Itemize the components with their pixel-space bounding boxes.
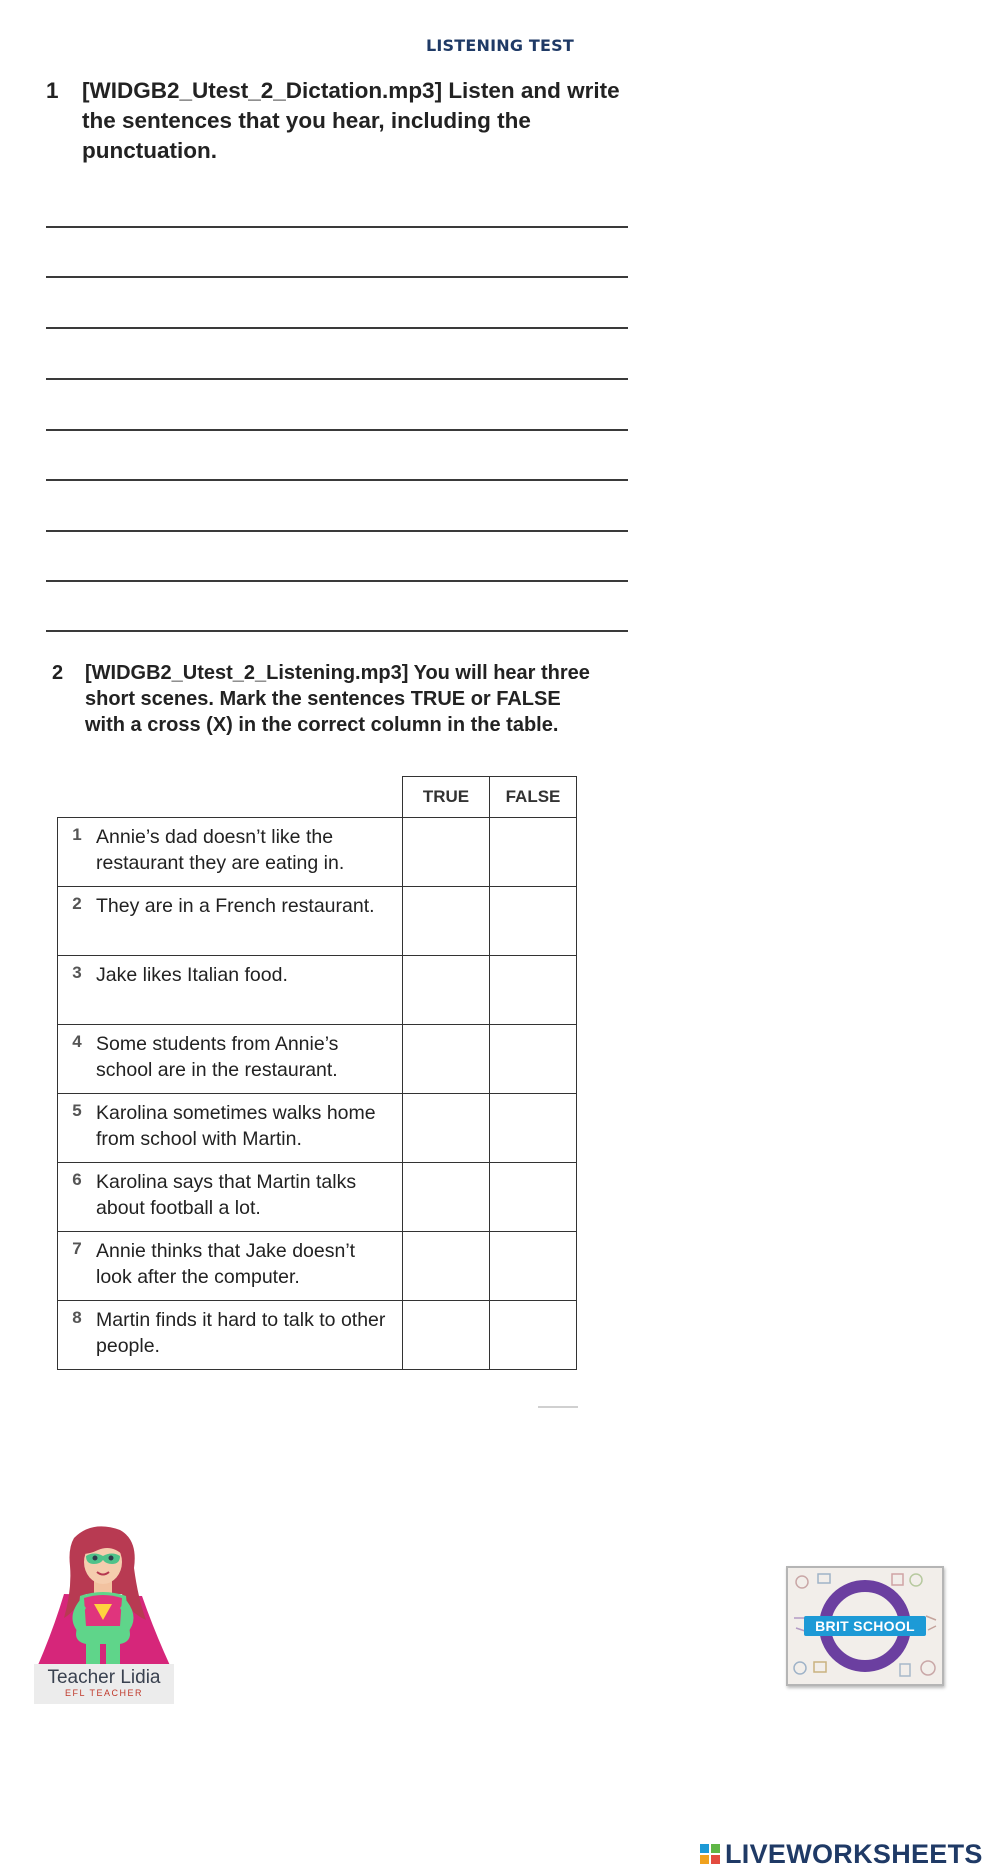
statement-number: 8 (72, 1308, 82, 1327)
statement-number: 4 (72, 1032, 82, 1051)
statement-text: Karolina says that Martin talks about football a lot. (96, 1171, 357, 1219)
true-cell[interactable] (403, 818, 490, 887)
statement-row (58, 1025, 577, 1094)
statement-number: 1 (72, 825, 82, 844)
statement-row (58, 818, 577, 887)
statement-cell (58, 1301, 403, 1370)
statement-text: They are in a French restaurant. (96, 895, 375, 917)
true-answer-input[interactable] (409, 1176, 483, 1218)
true-cell[interactable] (403, 1232, 490, 1301)
statement-number: 2 (72, 894, 82, 913)
true-cell[interactable] (403, 1163, 490, 1232)
true-answer-input[interactable] (409, 1245, 483, 1287)
statement-row (58, 887, 577, 956)
brit-school-logo (786, 1566, 944, 1686)
liveworksheets-brand (700, 1840, 983, 1868)
liveworksheets-logo-icon (700, 1844, 720, 1864)
statement-row (58, 1094, 577, 1163)
divider (538, 1406, 578, 1408)
statement-cell (58, 887, 403, 956)
statement-cell (58, 818, 403, 887)
question-prompt: [WIDGB2_Utest_2_Listening.mp3] You will hear three short scenes. Mark the sentences TRUE or FALSE with a cross (X) in the correct column in the table. (85, 662, 590, 736)
false-column-header: FALSE (490, 777, 577, 818)
statement-text: Jake likes Italian food. (96, 964, 288, 986)
page-title: LISTENING TEST (425, 36, 575, 55)
true-cell[interactable] (403, 887, 490, 956)
false-cell[interactable] (490, 1094, 577, 1163)
true-cell[interactable] (403, 956, 490, 1025)
false-cell[interactable] (490, 1163, 577, 1232)
question-2 (52, 660, 592, 738)
true-cell[interactable] (403, 1025, 490, 1094)
statement-number: 3 (72, 963, 82, 982)
statement-row (58, 1232, 577, 1301)
true-column-header: TRUE (403, 777, 490, 818)
superhero-teacher-illustration (34, 1524, 174, 1674)
false-answer-input[interactable] (496, 1314, 570, 1356)
question-1 (46, 76, 626, 166)
liveworksheets-wordmark: LIVEWORKSHEETS (725, 1838, 983, 1869)
true-false-table (57, 776, 577, 1370)
statement-cell (58, 1094, 403, 1163)
statement-row (58, 1163, 577, 1232)
false-answer-input[interactable] (496, 831, 570, 873)
false-cell[interactable] (490, 1232, 577, 1301)
brit-school-label: BRIT SCHOOL (804, 1616, 926, 1636)
dictation-line-9[interactable] (46, 608, 628, 632)
dictation-line-1[interactable] (46, 204, 628, 228)
true-answer-input[interactable] (409, 1314, 483, 1356)
statement-text: Martin finds it hard to talk to other people. (96, 1309, 386, 1357)
statement-number: 5 (72, 1101, 82, 1120)
true-answer-input[interactable] (409, 969, 483, 1011)
false-cell[interactable] (490, 1301, 577, 1370)
table-corner (58, 777, 403, 818)
statement-text: Annie thinks that Jake doesn’t look after the computer. (96, 1240, 356, 1288)
dictation-line-5[interactable] (46, 407, 628, 431)
true-answer-input[interactable] (409, 1038, 483, 1080)
dictation-line-8[interactable] (46, 558, 628, 582)
question-number: 2 (52, 662, 64, 684)
true-answer-input[interactable] (409, 900, 483, 942)
teacher-name: Teacher Lidia (47, 1667, 161, 1688)
statement-cell (58, 1232, 403, 1301)
statement-number: 7 (72, 1239, 82, 1258)
statement-row (58, 956, 577, 1025)
true-cell[interactable] (403, 1094, 490, 1163)
dictation-line-4[interactable] (46, 356, 628, 380)
teacher-subtitle: EFL TEACHER (64, 1688, 143, 1698)
true-answer-input[interactable] (409, 831, 483, 873)
true-cell[interactable] (403, 1301, 490, 1370)
false-answer-input[interactable] (496, 969, 570, 1011)
false-answer-input[interactable] (496, 1176, 570, 1218)
statement-cell (58, 1163, 403, 1232)
dictation-line-3[interactable] (46, 305, 628, 329)
statement-row (58, 1301, 577, 1370)
true-answer-input[interactable] (409, 1107, 483, 1149)
false-answer-input[interactable] (496, 900, 570, 942)
statement-cell (58, 956, 403, 1025)
false-cell[interactable] (490, 956, 577, 1025)
false-answer-input[interactable] (496, 1245, 570, 1287)
teacher-name-plate (34, 1664, 174, 1704)
question-number: 1 (46, 78, 59, 103)
statement-text: Karolina sometimes walks home from school with Martin. (96, 1102, 376, 1150)
dictation-line-2[interactable] (46, 254, 628, 278)
false-answer-input[interactable] (496, 1038, 570, 1080)
statement-text: Some students from Annie’s school are in the restaurant. (96, 1033, 339, 1081)
question-prompt: [WIDGB2_Utest_2_Dictation.mp3] Listen and write the sentences that you hear, including the punctuation. (82, 78, 620, 163)
statement-number: 6 (72, 1170, 82, 1189)
dictation-line-7[interactable] (46, 508, 628, 532)
dictation-line-6[interactable] (46, 457, 628, 481)
false-answer-input[interactable] (496, 1107, 570, 1149)
false-cell[interactable] (490, 818, 577, 887)
false-cell[interactable] (490, 1025, 577, 1094)
false-cell[interactable] (490, 887, 577, 956)
statement-text: Annie’s dad doesn’t like the restaurant they are eating in. (96, 826, 345, 874)
statement-cell (58, 1025, 403, 1094)
